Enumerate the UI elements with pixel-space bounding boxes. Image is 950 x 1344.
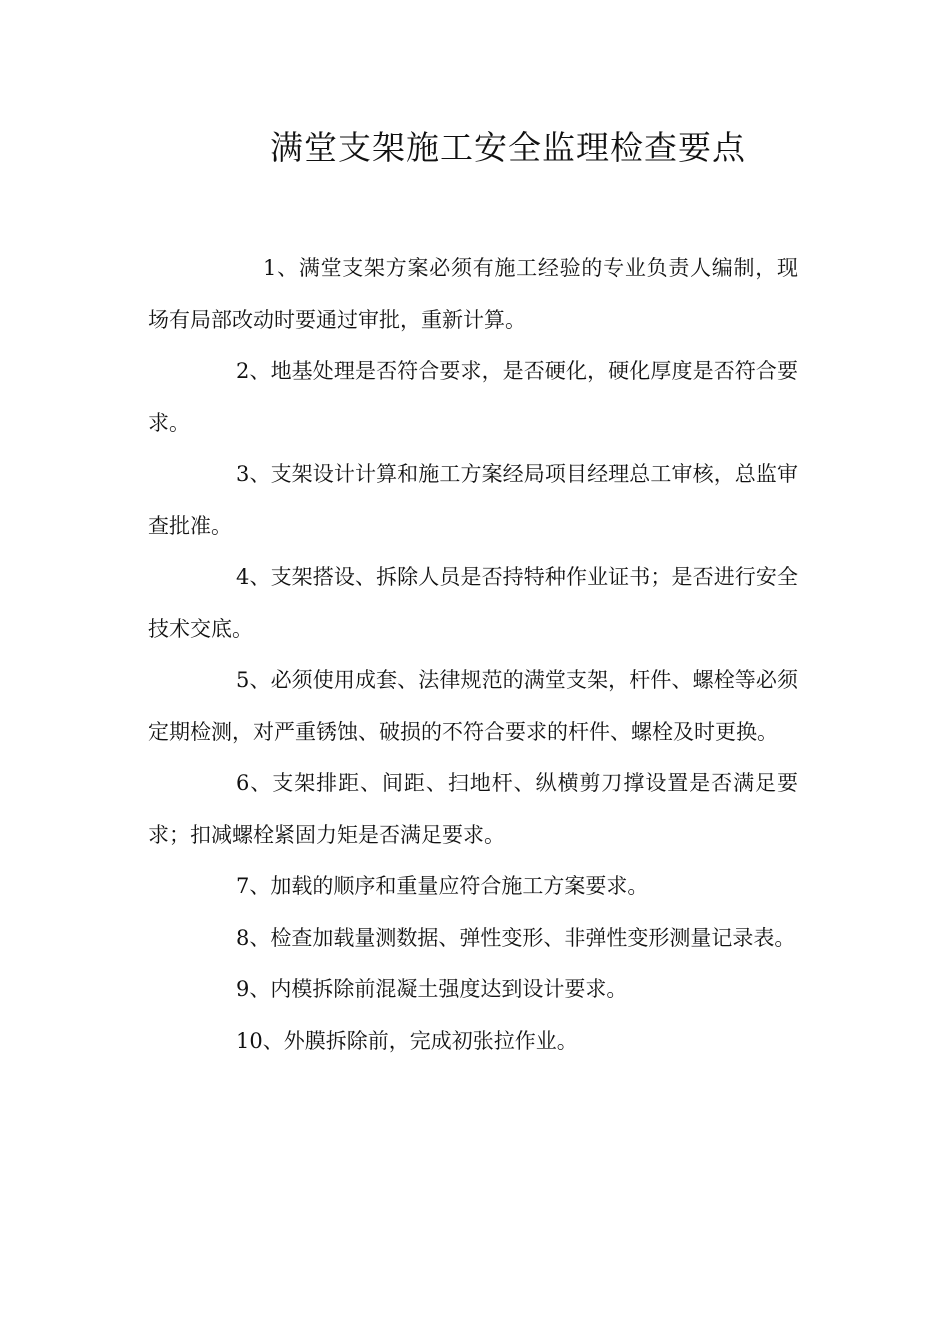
paragraph-10: 10、外膜拆除前，完成初张拉作业。 xyxy=(236,1028,578,1053)
document-title: 满堂支架施工安全监理检查要点 xyxy=(270,128,746,167)
paragraph-1: 1、满堂支架方案必须有施工经验的专业负责人编制，现场有局部改动时要通过审批，重新计算。 xyxy=(148,256,798,332)
paragraph-7: 7、加载的顺序和重量应符合施工方案要求。 xyxy=(236,874,649,898)
paragraph-4: 4、支架搭设、拆除人员是否持特种作业证书；是否进行安全技术交底。 xyxy=(148,565,798,641)
document-body xyxy=(148,243,798,1067)
paragraph-6: 6、支架排距、间距、扫地杆、纵横剪刀撑设置是否满足要求；扣减螺栓紧固力矩是否满足要求。 xyxy=(148,771,798,847)
paragraph-2: 2、地基处理是否符合要求，是否硬化，硬化厚度是否符合要求。 xyxy=(148,359,798,435)
paragraph-3: 3、支架设计计算和施工方案经局项目经理总工审核，总监审查批准。 xyxy=(148,462,798,538)
paragraph-8: 8、检查加载量测数据、弹性变形、非弹性变形测量记录表。 xyxy=(236,925,796,950)
paragraph-5: 5、必须使用成套、法律规范的满堂支架，杆件、螺栓等必须定期检测，对严重锈蚀、破损的不符合要求的杆件、螺栓及时更换。 xyxy=(148,668,798,744)
paragraph-9: 9、内模拆除前混凝土强度达到设计要求。 xyxy=(236,977,628,1001)
